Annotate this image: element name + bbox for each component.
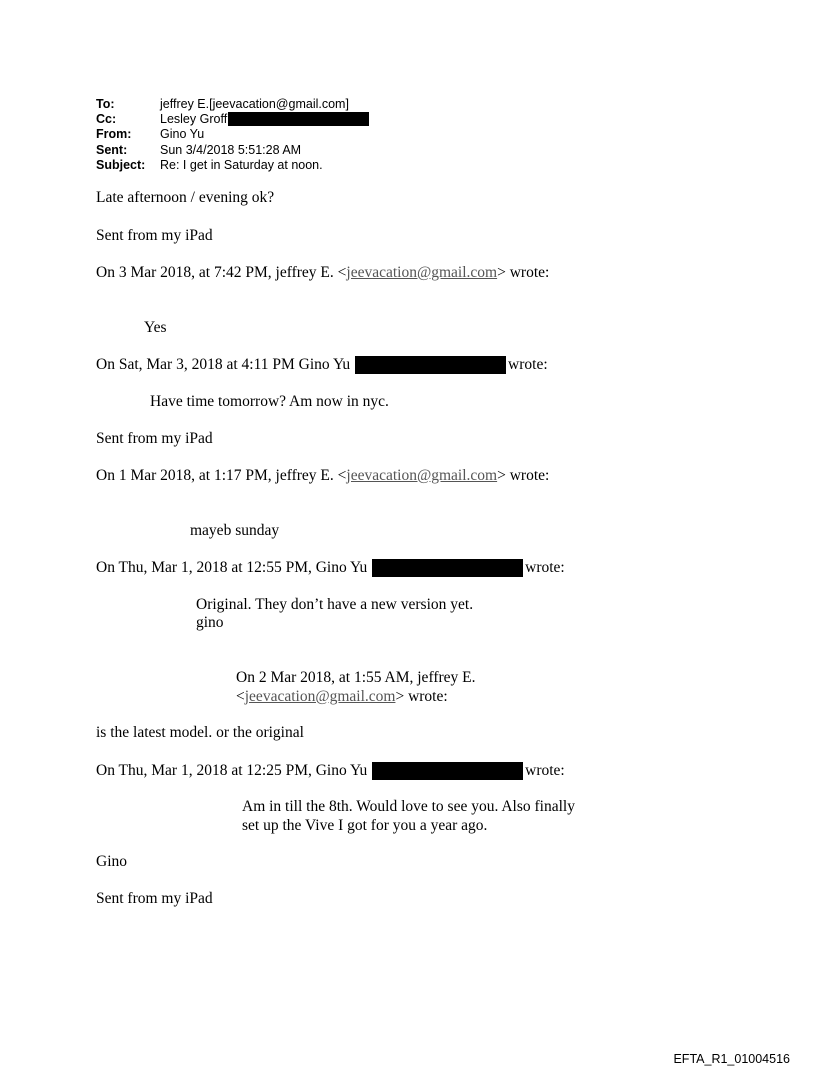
email-link[interactable]: jeevacation@gmail.com bbox=[346, 467, 498, 484]
sent-value: Sun 3/4/2018 5:51:28 AM bbox=[160, 142, 302, 157]
quote-header-prefix: On 1 Mar 2018, at 1:17 PM, jeffrey E. < bbox=[96, 467, 347, 484]
quote-header-suffix: > wrote: bbox=[497, 467, 550, 484]
signature: Sent from my iPad bbox=[96, 227, 213, 244]
quote-header-prefix: < bbox=[236, 688, 245, 705]
from-label: From: bbox=[96, 127, 132, 142]
subject-row bbox=[96, 158, 369, 173]
quote-header bbox=[96, 355, 548, 374]
quoted-signature: gino bbox=[196, 614, 224, 631]
redaction-bar bbox=[355, 356, 506, 374]
sent-row bbox=[96, 143, 369, 158]
quote-header-suffix: > wrote: bbox=[395, 688, 448, 705]
signature: Sent from my iPad bbox=[96, 430, 213, 447]
cc-value: Lesley Groff bbox=[160, 112, 228, 127]
quoted-text: Am in till the 8th. Would love to see you. Also finally bbox=[242, 798, 575, 815]
redaction-bar bbox=[228, 112, 369, 126]
quote-header bbox=[96, 558, 565, 577]
subject-value: Re: I get in Saturday at noon. bbox=[160, 157, 323, 172]
quoted-text: Yes bbox=[144, 319, 167, 336]
redaction-bar bbox=[372, 559, 523, 577]
to-value: jeffrey E.[jeevacation@gmail.com] bbox=[160, 97, 349, 111]
quote-header-suffix: wrote: bbox=[525, 762, 565, 779]
reply-text: Late afternoon / evening ok? bbox=[96, 189, 275, 206]
sender-signature: Gino bbox=[96, 853, 127, 870]
quote-header-prefix: On Thu, Mar 1, 2018 at 12:25 PM, Gino Yu bbox=[96, 762, 368, 779]
email-link[interactable]: jeevacation@gmail.com bbox=[244, 688, 396, 705]
signature: Sent from my iPad bbox=[96, 890, 213, 907]
quote-header-suffix: wrote: bbox=[508, 356, 548, 373]
quote-header bbox=[96, 263, 549, 282]
to-label: To: bbox=[96, 97, 115, 111]
from-value: Gino Yu bbox=[160, 127, 205, 142]
quoted-text: is the latest model. or the original bbox=[96, 724, 304, 741]
quoted-text: mayeb sunday bbox=[190, 522, 280, 539]
quote-header-prefix: On Thu, Mar 1, 2018 at 12:55 PM, Gino Yu bbox=[96, 559, 368, 576]
quote-header-suffix: > wrote: bbox=[497, 264, 550, 281]
quoted-text: Original. They don’t have a new version yet. bbox=[196, 596, 474, 613]
quote-header-prefix: On 3 Mar 2018, at 7:42 PM, jeffrey E. < bbox=[96, 264, 347, 281]
to-row bbox=[96, 97, 369, 112]
quote-header bbox=[96, 466, 549, 485]
quote-header-prefix: On Sat, Mar 3, 2018 at 4:11 PM Gino Yu bbox=[96, 356, 351, 373]
cc-row bbox=[96, 112, 369, 127]
sent-label: Sent: bbox=[96, 142, 128, 157]
quoted-text: set up the Vive I got for you a year ago. bbox=[242, 817, 488, 834]
subject-label: Subject: bbox=[96, 157, 146, 172]
quote-header bbox=[236, 687, 448, 706]
quoted-text: Have time tomorrow? Am now in nyc. bbox=[150, 393, 389, 410]
from-row bbox=[96, 127, 369, 142]
quote-header: On 2 Mar 2018, at 1:55 AM, jeffrey E. bbox=[236, 669, 476, 686]
email-header bbox=[96, 97, 369, 173]
cc-label: Cc: bbox=[96, 112, 117, 127]
email-link[interactable]: jeevacation@gmail.com bbox=[346, 264, 498, 281]
document-id: EFTA_R1_01004516 bbox=[673, 1052, 790, 1066]
redaction-bar bbox=[372, 762, 523, 780]
quote-header bbox=[96, 761, 565, 780]
quote-header-suffix: wrote: bbox=[525, 559, 565, 576]
